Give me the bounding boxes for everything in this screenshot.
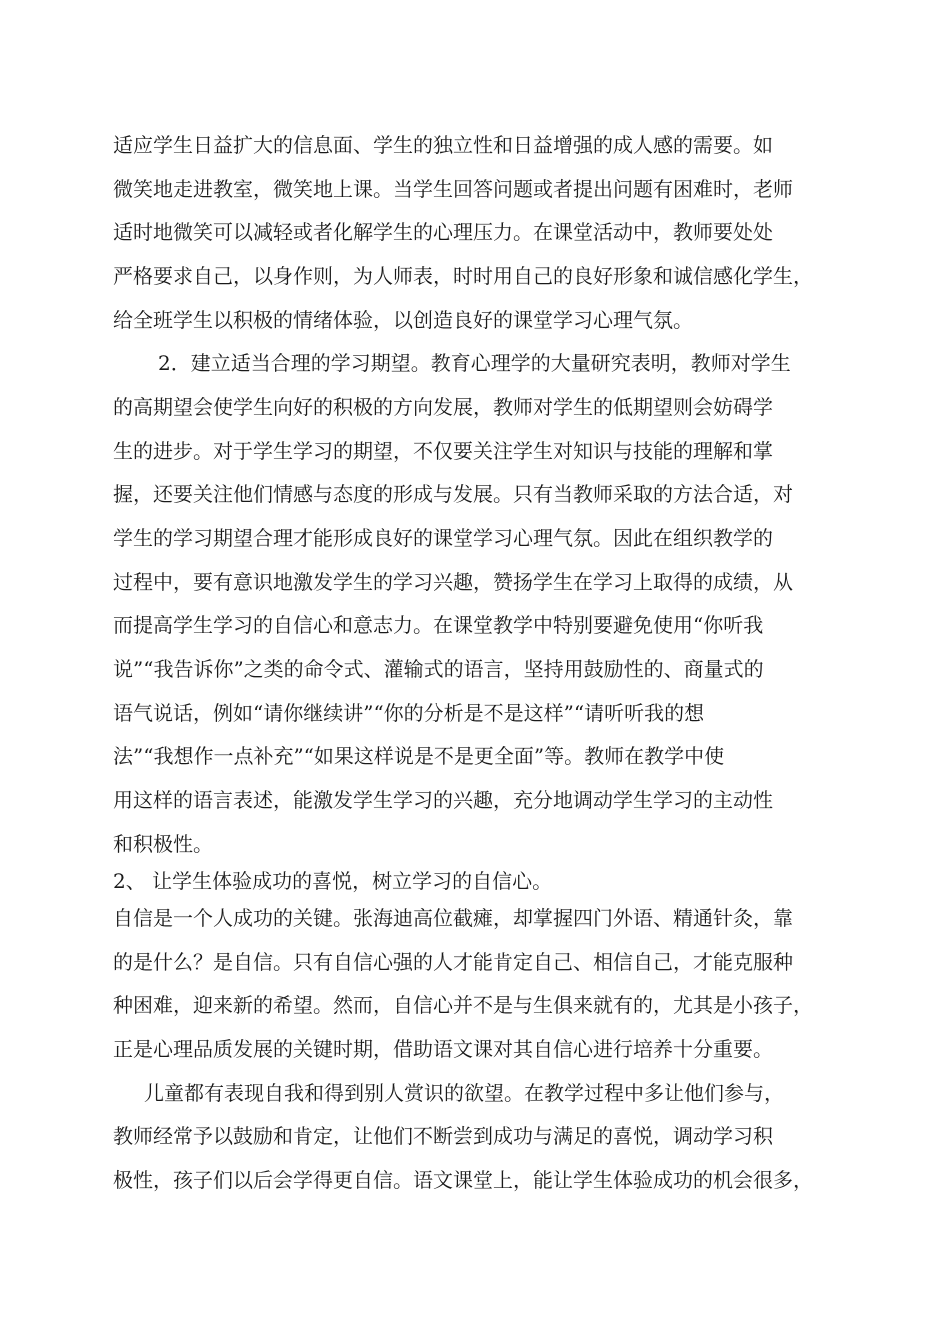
paragraph-line: 给全班学生以积极的情绪体验，以创造良好的课堂学习心理气氛。 [113,308,693,332]
paragraph-line: 的是什么？是自信。只有自信心强的人才能肯定自己、相信自己，才能克服种 [113,950,793,974]
paragraph-line: 严格要求自己，以身作则，为人师表，时时用自己的良好形象和诚信感化学生， [113,264,813,288]
paragraph-line: 学生的学习期望合理才能形成良好的课堂学习心理气氛。因此在组织教学的 [113,526,773,550]
paragraph-line: 过程中，要有意识地激发学生的学习兴趣，赞扬学生在学习上取得的成绩，从 [113,570,793,594]
paragraph-line: 说”“我告诉你”之类的命令式、灌输式的语言，坚持用鼓励性的、商量式的 [113,657,764,681]
paragraph-line: 而提高学生学习的自信心和意志力。在课堂教学中特别要避免使用“你听我 [113,613,764,637]
paragraph-line: 适时地微笑可以减轻或者化解学生的心理压力。在课堂活动中，教师要处处 [113,220,773,244]
paragraph-line: 微笑地走进教室，微笑地上课。当学生回答问题或者提出问题有困难时，老师 [113,177,793,201]
paragraph-line: 儿童都有表现自我和得到别人赏识的欲望。在教学过程中多让他们参与， [144,1081,784,1105]
paragraph-line: 自信是一个人成功的关键。张海迪高位截瘫，却掌握四门外语、精通针灸，靠 [113,906,793,930]
paragraph-line: 握，还要关注他们情感与态度的形成与发展。只有当教师采取的方法合适，对 [113,482,793,506]
paragraph-line: 的高期望会使学生向好的积极的方向发展，教师对学生的低期望则会妨碍学 [113,395,773,419]
paragraph-line: 生的进步。对于学生学习的期望，不仅要关注学生对知识与技能的理解和掌 [113,439,773,463]
paragraph-line: 教师经常予以鼓励和肯定，让他们不断尝到成功与满足的喜悦，调动学习积 [113,1124,773,1148]
section-heading: 2、 让学生体验成功的喜悦，树立学习的自信心。 [113,869,553,893]
paragraph-line: 适应学生日益扩大的信息面、学生的独立性和日益增强的成人感的需要。如 [113,133,773,157]
paragraph-line: 极性，孩子们以后会学得更自信。语文课堂上，能让学生体验成功的机会很多， [113,1168,813,1192]
paragraph-line: 和积极性。 [113,832,213,856]
paragraph-line: 法”“我想作一点补充”“如果这样说是不是更全面”等。教师在教学中使 [113,744,725,768]
paragraph-line: 2．建立适当合理的学习期望。教育心理学的大量研究表明，教师对学生 [158,351,791,375]
paragraph-line: 正是心理品质发展的关键时期，借助语文课对其自信心进行培养十分重要。 [113,1037,773,1061]
paragraph-line: 种困难，迎来新的希望。然而，自信心并不是与生俱来就有的，尤其是小孩子， [113,993,813,1017]
paragraph-line: 语气说话，例如“请你继续讲”“你的分析是不是这样”“请听听我的想 [113,701,705,725]
paragraph-line: 用这样的语言表述，能激发学生学习的兴趣，充分地调动学生学习的主动性 [113,788,773,812]
